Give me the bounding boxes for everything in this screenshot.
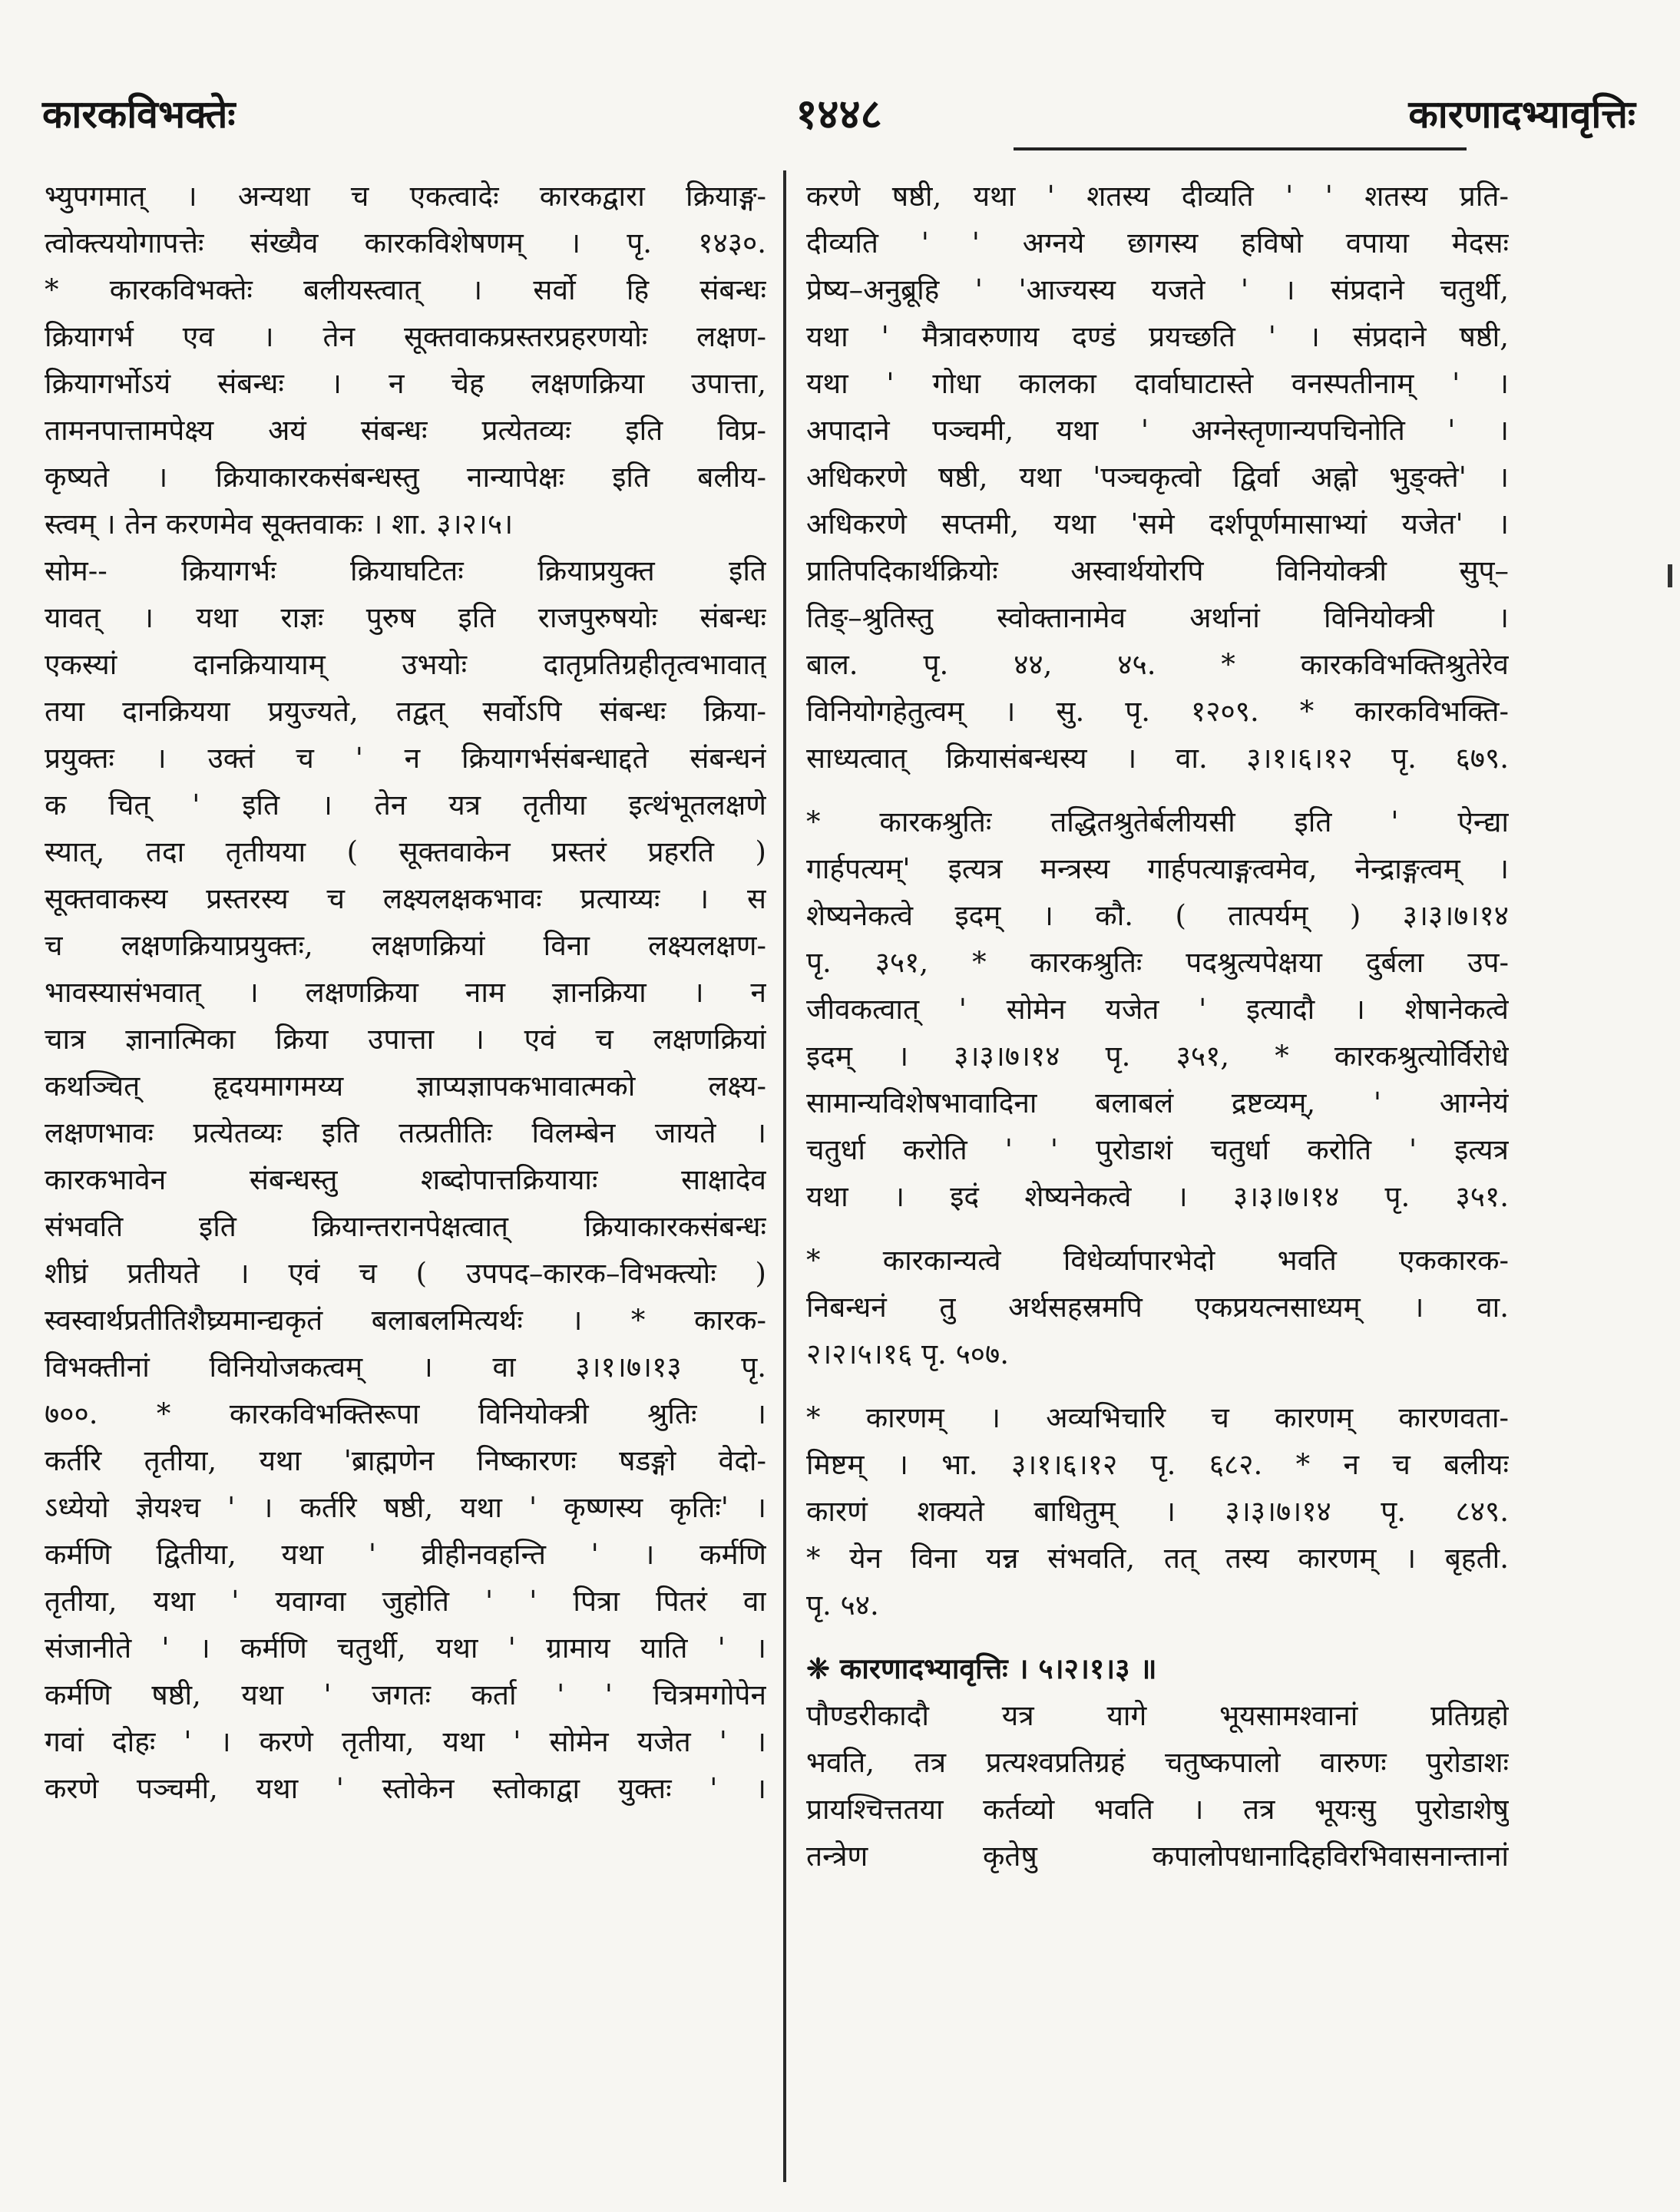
text-line: यथा ' गोधा कालका दार्वाघाटास्ते वनस्पतीनाम् ' । [806,367,1509,400]
text-line: * कारकान्यत्वे विधेर्व्यापारभेदो भवति एककारक- [806,1244,1509,1277]
text-line: यथा । इदं शेष्यनेकत्वे । ३।३।७।१४ पृ. ३५१. [806,1180,1509,1213]
text-line: भावस्यासंभवात् । लक्षणक्रिया नाम ज्ञानक्रिया । न [45,976,766,1009]
page-header [42,73,1635,142]
text-line: सूक्तवाकस्य प्रस्तरस्य च लक्ष्यलक्षकभावः प्रत्याय्यः । स [45,882,766,915]
text-line: साध्यत्वात् क्रियासंबन्धस्य । वा. ३।१।६।१२ पृ. ६७९. [806,742,1509,775]
text-line: एकस्यां दानक्रियायाम् उभयोः दातृप्रतिग्रहीतृत्वभावात् [45,648,766,681]
text-line: संजानीते ' । कर्मणि चतुर्थी, यथा ' ग्रामाय याति ' । [45,1632,766,1665]
text-line: कारणं शक्यते बाधितुम् । ३।३।७।१४ पृ. ८४९. [806,1495,1509,1528]
text-line: कर्मणि षष्ठी, यथा ' जगतः कर्ता ' ' चित्रमगोपेन [45,1678,766,1711]
text-line: गवां दोहः ' । करणे तृतीया, यथा ' सोमेन यजेत ' । [45,1725,766,1758]
text-line: शेष्यनेकत्वे इदम् । कौ. ( तात्पर्यम् ) ३।३।७।१४ [806,899,1509,932]
text-line: यावत् । यथा राज्ञः पुरुष इति राजपुरुषयोः संबन्धः [45,601,766,634]
header-left-title: कारकविभक्तेः [42,91,236,137]
text-line: लक्षणभावः प्रत्येतव्यः इति तत्प्रतीतिः विलम्बेन जायते । [45,1116,766,1149]
text-line: तन्त्रेण कृतेषु कपालोपधानादिहविरभिवासनान्तानां [806,1840,1509,1873]
text-line: पौण्डरीकादौ यत्र यागे भूयसामश्वानां प्रतिग्रहो [806,1699,1509,1732]
text-line: प्रायश्चित्ततया कर्तव्यो भवति । तत्र भूयःसु पुरोडाशेषु [806,1793,1509,1826]
text-line: ७००. * कारकविभक्तिरूपा विनियोक्त्री श्रुतिः । [45,1397,766,1430]
text-line: ऽध्येयो ज्ञेयश्च ' । कर्तरि षष्ठी, यथा ' कृष्णस्य कृतिः' । [45,1491,766,1524]
text-line: स्वस्वार्थप्रतीतिशैघ्र्यमान्द्यकृतं बलाबलमित्यर्थः । * कारक- [45,1304,766,1337]
text-line: विभक्तीनां विनियोजकत्वम् । वा ३।१।७।१३ पृ. [45,1351,766,1384]
paragraph-gap [806,782,1509,799]
text-line: तया दानक्रियया प्रयुज्यते, तद्वत् सर्वोऽपि संबन्धः क्रिया- [45,695,766,728]
text-line: कर्तरि तृतीया, यथा 'ब्राह्मणेन निष्कारणः षडङ्गो वेदो- [45,1444,766,1477]
text-line: इदम् । ३।३।७।१४ पृ. ३५१, * कारकश्रुत्योर्विरोधे [806,1040,1509,1073]
text-line: चतुर्धा करोति ' ' पुरोडाशं चतुर्धा करोति ' इत्यत्र [806,1133,1509,1166]
text-line: अधिकरणे सप्तमी, यथा 'समे दर्शपूर्णमासाभ्यां यजेत' । [806,508,1509,541]
text-line: भ्युपगमात् । अन्यथा च एकत्वादेः कारकद्वारा क्रियाङ्ग- [45,180,766,213]
text-line: कृष्यते । क्रियाकारकसंबन्धस्तु नान्यापेक्षः इति बलीय- [45,461,766,494]
text-line: ❈ कारणादभ्यावृत्तिः । ५।२।१।३ ॥ [806,1652,1157,1685]
text-line: प्रातिपदिकार्थक्रियोः अस्वार्थयोरपि विनियोक्त्री सुप्– [806,554,1509,587]
left-column [45,173,766,2184]
text-line: * कारकश्रुतिः तद्धितश्रुतेर्बलीयसी इति ' ऐन्द्या [806,805,1509,838]
text-line: * कारणम् । अव्यभिचारि च कारणम् कारणवता- [806,1401,1509,1434]
text-line: बाल. पृ. ४४, ४५. * कारकविभक्तिश्रुतेरेव [806,648,1509,681]
text-line: पृ. ५४. [806,1589,879,1622]
text-line: क्रियागर्भोऽयं संबन्धः । न चेह लक्षणक्रिया उपात्ता, [45,367,766,400]
text-line: कर्मणि द्वितीया, यथा ' व्रीहीनवहन्ति ' । कर्मणि [45,1538,766,1571]
text-line: चात्र ज्ञानात्मिका क्रिया उपात्ता । एवं च लक्षणक्रियां [45,1023,766,1056]
text-line: स्त्वम् । तेन करणमेव सूक्तवाकः । शा. ३।२।५। [45,508,514,541]
text-line: दीव्यति ' ' अग्नये छागस्य हविषो वपाया मेदसः [806,226,1509,260]
text-line: करणे पञ्चमी, यथा ' स्तोकेन स्तोकाद्वा युक्तः ' । [45,1772,766,1805]
text-line: तिङ्–श्रुतिस्तु स्वोक्तानामेव अर्थानां विनियोक्त्री । [806,601,1509,634]
text-line: शीघ्रं प्रतीयते । एवं च ( उपपद–कारक–विभक्त्योः ) [45,1257,766,1290]
text-line: अपादाने पञ्चमी, यथा ' अग्नेस्तृणान्यपचिनोति ' । [806,414,1509,447]
text-line: क चित् ' इति । तेन यत्र तृतीया इत्थंभूतलक्षणे [45,789,766,822]
header-rule [1014,147,1467,150]
text-line: क्रियागर्भ एव । तेन सूक्तवाकप्रस्तरप्रहरणयोः लक्षण- [45,320,766,353]
text-line: पृ. ३५१, * कारकश्रुतिः पदश्रुत्यपेक्षया दुर्बला उप- [806,946,1509,979]
text-line: प्रेष्य–अनुब्रूहि ' 'आज्यस्य यजते ' । संप्रदाने चतुर्थी, [806,273,1509,306]
text-line: कारकभावेन संबन्धस्तु शब्दोपात्तक्रियायाः साक्षादेव [45,1163,766,1196]
text-line: करणे षष्ठी, यथा ' शतस्य दीव्यति ' ' शतस्य प्रति- [806,180,1509,213]
text-line: २।२।५।१६ पृ. ५०७. [806,1337,1010,1371]
text-line: सामान्यविशेषभावादिना बलाबलं द्रष्टव्यम्, ' आग्नेयं [806,1086,1509,1119]
paragraph-gap [806,1220,1509,1237]
text-line: भवति, तत्र प्रत्यश्वप्रतिग्रहं चतुष्कपालो वारुणः पुरोडाशः [806,1746,1509,1779]
text-line: * कारकविभक्तेः बलीयस्त्वात् । सर्वो हि संबन्धः [45,273,766,306]
paragraph-gap [806,1377,1509,1394]
text-line: सोम-- क्रियागर्भः क्रियाघटितः क्रियाप्रयुक्त इति [45,554,766,587]
text-line: संभवति इति क्रियान्तरानपेक्षत्वात् क्रियाकारकसंबन्धः [45,1210,766,1243]
text-line: कथञ्चित् हृदयमागमय्य ज्ञाप्यज्ञापकभावात्मको लक्ष्य- [45,1070,766,1103]
paragraph-gap [806,1628,1509,1645]
text-line: निबन्धनं तु अर्थसहस्रमपि एकप्रयत्नसाध्यम् । वा. [806,1291,1509,1324]
text-line: त्वोक्त्ययोगापत्तेः संख्यैव कारकविशेषणम् । पृ. १४३०. [45,226,766,260]
page-number: १४४८ [795,89,882,138]
text-line: यथा ' मैत्रावरुणाय दण्डं प्रयच्छति ' । संप्रदाने षष्ठी, [806,320,1509,353]
right-column [806,173,1509,2184]
text-line: * येन विना यन्न संभवति, तत् तस्य कारणम् । बृहती. [806,1542,1509,1575]
text-line: तृतीया, यथा ' यवाग्वा जुहोति ' ' पित्रा पितरं वा [45,1585,766,1618]
header-right-title: कारणादभ्यावृत्तिः [1408,91,1635,137]
text-line: स्यात्, तदा तृतीयया ( सूक्तवाकेन प्रस्तरं प्रहरति ) [45,835,766,868]
text-line: विनियोगहेतुत्वम् । सु. पृ. १२०९. * कारकविभक्ति- [806,695,1509,728]
text-line: मिष्टम् । भा. ३।१।६।१२ पृ. ६८२. * न च बलीयः [806,1448,1509,1481]
column-divider [783,170,786,2182]
text-line: जीवकत्वात् ' सोमेन यजेत ' इत्यादौ । शेषानेकत्वे [806,993,1509,1026]
text-line: गार्हपत्यम्' इत्यत्र मन्त्रस्य गार्हपत्याङ्गत्वमेव, नेन्द्राङ्गत्वम् । [806,852,1509,885]
text-line: तामनपात्तामपेक्ष्य अयं संबन्धः प्रत्येतव्यः इति विप्र- [45,414,766,447]
text-line: च लक्षणक्रियाप्रयुक्तः, लक्षणक्रियां विना लक्ष्यलक्षण- [45,929,766,962]
text-line: प्रयुक्तः । उक्तं च ' न क्रियागर्भसंबन्धाद्दते संबन्धनं [45,742,766,775]
text-line: अधिकरणे षष्ठी, यथा 'पञ्चकृत्वो द्विर्वा अह्नो भुङ्क्ते' । [806,461,1509,494]
margin-mark [1668,564,1672,587]
